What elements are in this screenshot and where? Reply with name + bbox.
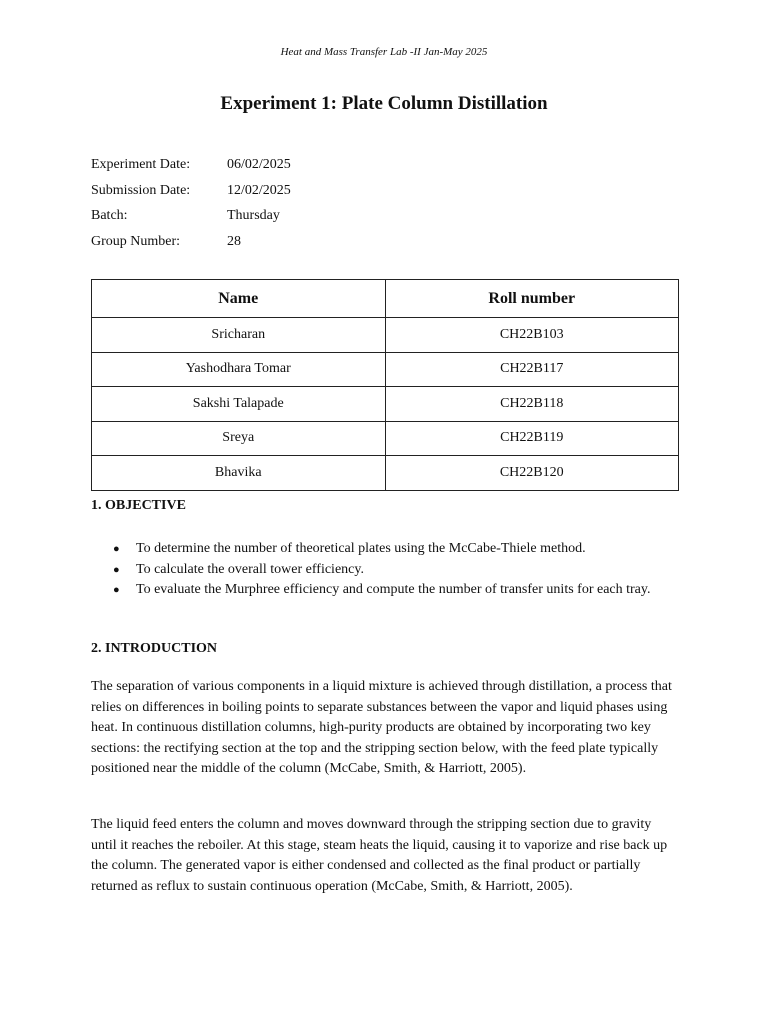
meta-row-experiment-date [91, 157, 291, 183]
introduction-paragraph: The separation of various components in a liquid mixture is achieved through distillation, a process that relies on differences in boiling points to separate substances between the vapor and liquid phases using heat. In continuous distillation columns, high-purity products are obtained by incorporating two key sections: the rectifying section at the top and the stripping section below, with the feed plate typically positioned near the middle of the column (McCabe, Smith, & Harriott, 2005). [91, 679, 672, 776]
table-row [92, 456, 679, 491]
objective-list [91, 539, 679, 601]
member-name: Sakshi Talapade [92, 387, 386, 422]
member-name: Bhavika [92, 456, 386, 491]
meta-value: 12/02/2025 [227, 182, 291, 198]
table-header-row [92, 280, 679, 318]
member-name: Yashodhara Tomar [92, 352, 386, 387]
member-roll-number: CH22B103 [385, 318, 679, 353]
meta-label: Batch: [91, 208, 128, 223]
group-members-table [91, 279, 679, 491]
meta-label: Experiment Date: [91, 157, 191, 172]
member-name: Sricharan [92, 318, 386, 353]
list-item [91, 539, 679, 560]
table-row [92, 352, 679, 387]
bullet-icon: ● [113, 563, 120, 576]
meta-row-batch [91, 208, 291, 234]
column-header-name: Name [92, 280, 386, 318]
experiment-meta [91, 157, 291, 259]
table-row [92, 387, 679, 422]
list-item [91, 560, 679, 581]
list-item [91, 580, 679, 601]
bullet-icon: ● [113, 543, 120, 555]
meta-value: Thursday [227, 208, 280, 223]
member-name: Sreya [92, 421, 386, 456]
table-row [92, 318, 679, 353]
introduction-paragraph: The liquid feed enters the column and moves downward through the stripping section due to gravity until it reaches the reboiler. At this stage, steam heats the liquid, causing it to vaporize and rise back up the column. The generated vapor is either condensed and collected as the final product or partially returned as reflux to sustain continuous operation (McCabe, Smith, & Harriott, 2005). [91, 817, 668, 894]
running-header: Heat and Mass Transfer Lab -II Jan-May 2025 [280, 46, 488, 58]
member-roll-number: CH22B117 [385, 352, 679, 387]
meta-row-group-number [91, 234, 291, 260]
meta-label: Group Number: [91, 233, 181, 249]
member-roll-number: CH22B118 [385, 387, 679, 422]
table-row [92, 421, 679, 456]
meta-row-submission-date [91, 183, 291, 209]
meta-value: 28 [227, 233, 241, 249]
objective-heading: 1. OBJECTIVE [91, 498, 186, 513]
document-title: Experiment 1: Plate Column Distillation [220, 93, 548, 114]
introduction-heading: 2. INTRODUCTION [91, 641, 218, 656]
member-roll-number: CH22B119 [385, 421, 679, 456]
list-item-text: To evaluate the Murphree efficiency and compute the number of transfer units for each tray. [136, 582, 651, 597]
bullet-icon: ● [113, 584, 120, 596]
list-item-text: To calculate the overall tower efficiency. [136, 561, 364, 577]
meta-value: 06/02/2025 [227, 157, 291, 172]
column-header-roll-number: Roll number [385, 280, 679, 318]
meta-label: Submission Date: [91, 182, 191, 198]
list-item-text: To determine the number of theoretical plates using the McCabe-Thiele method. [136, 541, 586, 556]
member-roll-number: CH22B120 [385, 456, 679, 491]
